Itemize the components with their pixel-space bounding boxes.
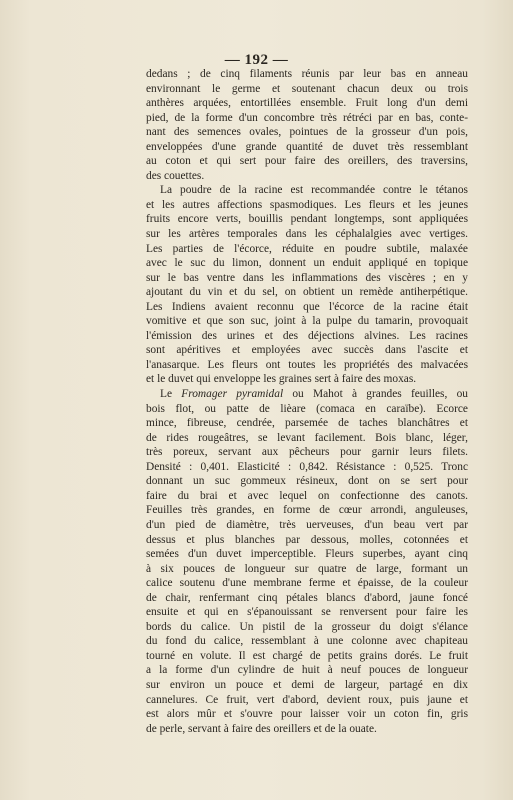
text-line: pied, de la forme d'un concombre très rétréci par en bas, conte- <box>146 111 468 124</box>
text-line: avec le suc du limon, donnent un enduit appliqué en topique <box>146 257 468 270</box>
text-line: et le duvet qui enveloppe les graines sert à faire des moxas. <box>146 373 417 386</box>
text-line: Les parties de l'écorce, réduite en poudre subtile, malaxée <box>146 242 468 255</box>
text-line: semées d'un duvet imperceptible. Fleurs superbes, ayant cinq <box>146 548 468 561</box>
text-line: à six pouces de longueur sur quatre de large, formant un <box>146 562 468 575</box>
text-line: de chair, renfermant cinq pétales blancs d'abord, jaune foncé <box>146 591 468 604</box>
text-line: cannelures. Ce fruit, vert d'abord, devient roux, puis jaune et <box>146 693 468 706</box>
text-line: au coton et qui sert pour faire des oreillers, des traversins, <box>146 155 468 168</box>
body-text <box>146 67 468 736</box>
text-line: l'anasarque. Les fleurs ont toutes les propriétés des malvacées <box>146 358 468 371</box>
text-line: calice soutenu d'une membrane ferme et épaisse, de la couleur <box>146 577 468 590</box>
text-line: La poudre de la racine est recommandée contre le tétanos <box>160 184 468 197</box>
text-line: Feuilles très grandes, en forme de cœur arrondi, anguleuses, <box>146 504 468 517</box>
text-line: dedans ; de cinq filaments réunis par leur bas en anneau <box>146 68 468 80</box>
text-line: nant des semences ovales, pointues de la grosseur d'un pois, <box>146 126 468 139</box>
text-line: environnant le germe et soutenant chacun deux ou trois <box>146 82 468 95</box>
text-line: bords du calice. Un pistil de la grosseur du doigt s'élance <box>146 620 468 633</box>
text-line: et les autres affections spasmodiques. Les fleurs et les jeunes <box>146 198 468 211</box>
text-line: l'émission des urines et des déjections alvines. Les racines <box>146 329 468 342</box>
text-line: de rides rougeâtres, se levant facilement. Bois blanc, léger, <box>146 431 468 444</box>
text-line: enveloppées d'une grande quantité de duvet très ressemblant <box>146 140 468 153</box>
text-line: ensuite et qui en s'épanouissant se renversent pour faire les <box>146 606 468 619</box>
text-line: donnant un suc gommeux résineux, dont on se sert pour <box>146 475 468 488</box>
text-line: sur environ un pouce et demi de largeur, partagé en dix <box>146 678 468 691</box>
text-line: du fond du calice, ressemblant à une colonne avec chapiteau <box>146 635 468 648</box>
text-line: sur le bas ventre dans les inflammations des viscères ; en y <box>146 271 468 284</box>
text-line: très poreux, servant aux pêcheurs pour garnir leurs filets. <box>146 446 468 459</box>
text-line <box>146 387 468 402</box>
text-line: fruits encore verts, bouillis pendant longtemps, sont appliquées <box>146 213 468 226</box>
text-line: est alors mûr et s'ouvre pour laisser voir un coton fin, gris <box>146 708 468 721</box>
text-line: Les Indiens avaient reconnu que l'écorce de la racine était <box>146 300 468 313</box>
text-line: sur les artères temporales dans les céphalalgies avec vertiges. <box>146 228 468 241</box>
text-line: ajoutant du vin et du sel, on obtient un remède antiherpétique. <box>146 286 468 299</box>
text-line: vomitive et que son suc, joint à la pulpe du tamarin, provoquait <box>146 315 468 328</box>
text-line: tourné en volute. Il est chargé de petits grains dorés. Le fruit <box>146 649 468 662</box>
text-line: de perle, servant à faire des oreillers et de la ouate. <box>146 722 377 735</box>
text-line: a la forme d'un cylindre de huit à neuf pouces de longueur <box>146 664 468 677</box>
text-line: mince, fibreuse, cendrée, parsemée de taches blanchâtres et <box>146 417 468 430</box>
line-text-prefix: Le <box>160 388 182 401</box>
text-line: sont apéritives et employées avec succès dans l'ascite et <box>146 344 468 357</box>
species-name: Fromager pyramidal <box>181 388 284 401</box>
text-line: dessus et plus blanches par dessous, molles, cotonnées et <box>146 533 468 546</box>
text-line: des couettes. <box>146 169 205 182</box>
text-line: d'un pied de diamètre, très uerveuses, d'un beau vert par <box>146 518 468 531</box>
text-line: bois flot, ou patte de lièare (comaca en caraïbe). Ecorce <box>146 402 468 415</box>
text-line: faire du brai et avec lequel on confectionne des canots. <box>146 489 468 502</box>
text-line: anthères arquées, entortillées ensemble. Fruit long d'un demi <box>146 97 468 110</box>
text-line: Densité : 0,401. Elasticité : 0,842. Résistance : 0,525. Tronc <box>146 460 468 473</box>
line-text-suffix: ou Mahot à grandes feuilles, ou <box>283 388 468 401</box>
page-number: — 192 — <box>224 52 289 68</box>
